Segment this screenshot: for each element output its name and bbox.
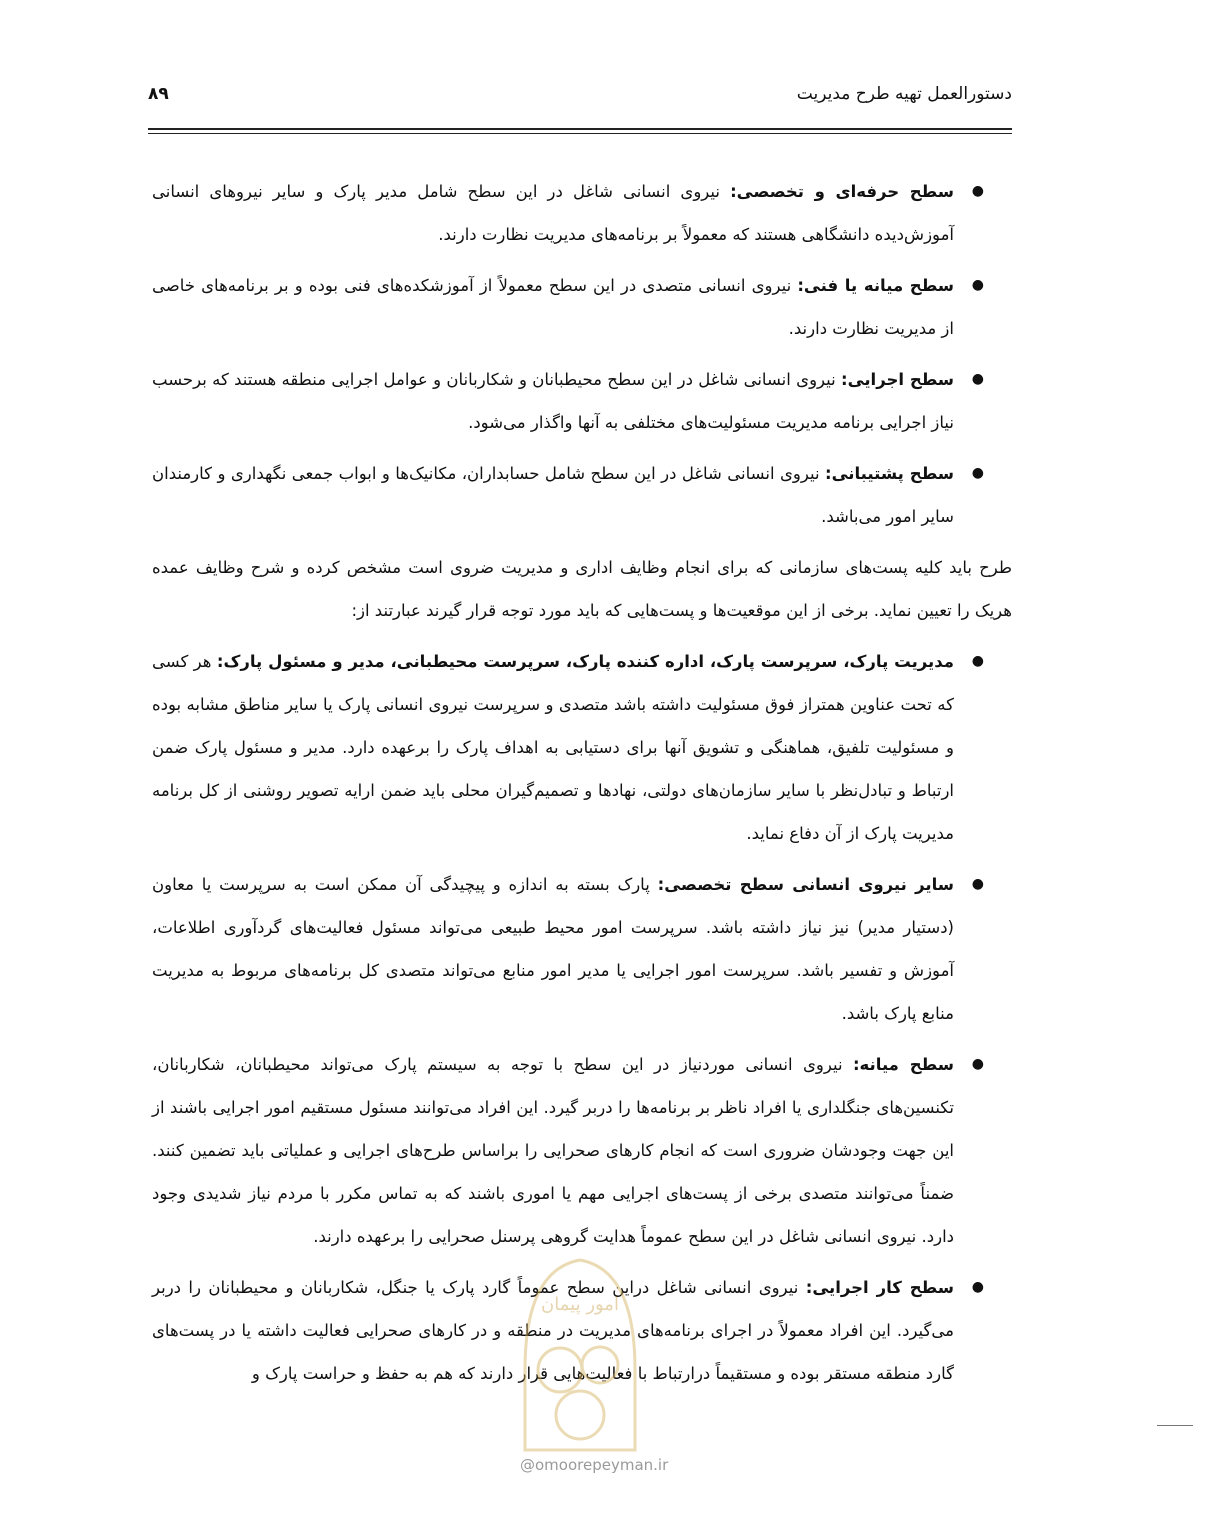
level-text: نیروی انسانی شاغل در این سطح شامل حسابداران، مکانیک‌ها و ابواب جمعی نگهداری و کارمندان سایر امور می‌باشد. bbox=[152, 464, 954, 526]
bullet-icon: ● bbox=[971, 465, 984, 481]
watermark-url: @omoorepeyman.ir bbox=[520, 1456, 669, 1474]
position-text: پارک بسته به اندازه و پیچیدگی آن ممکن است به سرپرست یا معاون (دستیار مدیر) نیز نیاز داشته باشد. سرپرست امور محیط طبیعی می‌تواند مسئول فعالیت‌های گردآوری اطلاعات، آموزش و تفسیر باشد. سرپرست امور اجرایی یا مدیر امور منابع می‌تواند متصدی کل برنامه‌های مربوط به مدیریت منابع پارک باشد. bbox=[152, 875, 954, 1023]
position-term: سطح میانه: bbox=[852, 1055, 954, 1074]
header-rule-thick bbox=[148, 128, 1012, 130]
level-text: نیروی انسانی شاغل در این سطح شامل مدیر پارک و سایر نیروهای انسانی آموزش‌دیده دانشگاهی هستند که معمولاً بر برنامه‌های مدیریت نظارت دارند. bbox=[152, 182, 954, 244]
running-title: دستورالعمل تهیه طرح مدیریت bbox=[796, 84, 1012, 104]
watermark-logo-text: امور پیمان bbox=[541, 1294, 619, 1315]
list-item bbox=[152, 452, 1012, 538]
level-term: سطح حرفه‌ای و تخصصی: bbox=[730, 182, 954, 201]
bullet-icon: ● bbox=[971, 876, 984, 892]
watermark-logo bbox=[505, 1250, 655, 1465]
level-text: نیروی انسانی شاغل در این سطح محیطبانان و شکاربانان و عوامل اجرایی منطقه هستند که برحسب نیاز اجرایی برنامه مدیریت مسئولیت‌های مختلفی به آنها واگذار می‌شود. bbox=[152, 370, 954, 432]
position-text: نیروی انسانی موردنیاز در این سطح با توجه به سیستم پارک می‌تواند محیطبانان، شکاربانان، تکنسین‌های جنگلداری یا افراد ناظر بر برنامه‌ها را دربر گیرد. این افراد می‌توانند مسئول مستقیم امور اجرایی باشند از این جهت وجودشان ضروری است که انجام کارهای صحرایی را براساس طرح‌های اجرایی و عملیاتی باید تضمین کنند. ضمناً می‌توانند متصدی برخی از پست‌های اجرایی مهم یا اموری باشند که به تماس مکرر با مردم نیاز شدیدی وجود دارد. نیروی انسانی شاغل در این سطح عموماً هدایت گروهی پرسنل صحرایی را برعهده دارند. bbox=[152, 1055, 954, 1246]
position-text: هر کسی که تحت عناوین همتراز فوق مسئولیت داشته باشد متصدی و سرپرست نیروی انسانی پارک یا سایر مناطق مشابه بوده و مسئولیت تلفیق، هماهنگی و تشویق آنها برای دستیابی به اهداف پارک را برعهده دارد. مدیر و مسئول پارک ضمن ارتباط و تبادل‌نظر با سایر سازمان‌های دولتی، نهادها و تصمیم‌گیران محلی باید ضمن ارایه تصویر روشنی از کل برنامه مدیریت پارک از آن دفاع نماید. bbox=[152, 652, 954, 843]
bullet-icon: ● bbox=[971, 371, 984, 387]
list-item bbox=[152, 264, 1012, 350]
bullet-icon: ● bbox=[971, 277, 984, 293]
bullet-icon: ● bbox=[971, 183, 984, 199]
margin-mark bbox=[1157, 1425, 1193, 1426]
level-text: نیروی انسانی متصدی در این سطح معمولاً از آموزشکده‌های فنی بوده و بر برنامه‌های خاصی از مدیریت نظارت دارند. bbox=[152, 276, 954, 338]
position-text: نیروی انسانی شاغل دراین سطح عموماً گارد پارک یا جنگل، شکاربانان و محیطبانان را دربر می‌گیرد. این افراد معمولاً در اجرای برنامه‌های مدیریت در منطقه و در کارهای صحرایی فعالیت داشته یا در پست‌های گارد منطقه مستقر بوده و مستقیماً درارتباط با فعالیت‌هایی قرار دارند که هم به حفظ و حراست پارک و bbox=[152, 1278, 954, 1383]
bullet-icon: ● bbox=[971, 1279, 984, 1295]
list-item bbox=[152, 640, 1012, 855]
position-term: سایر نیروی انسانی سطح تخصصی: bbox=[657, 875, 954, 894]
level-term: سطح میانه یا فنی: bbox=[797, 276, 955, 295]
page-header bbox=[148, 84, 1012, 120]
bullet-icon: ● bbox=[971, 653, 984, 669]
bullet-icon: ● bbox=[971, 1056, 984, 1072]
body-text bbox=[152, 170, 1012, 1403]
position-term: مدیریت پارک، سرپرست پارک، اداره کننده پارک، سرپرست محیطبانی، مدیر و مسئول پارک: bbox=[216, 652, 954, 671]
list-item bbox=[152, 1043, 1012, 1258]
page-number: ۸۹ bbox=[148, 84, 169, 104]
header-rule-thin bbox=[148, 133, 1012, 134]
list-item bbox=[152, 170, 1012, 256]
intro-paragraph: طرح باید کلیه پست‌های سازمانی که برای انجام وظایف اداری و مدیریت ضروی است مشخص کرده و شرح وظایف عمده هریک را تعیین نماید. برخی از این موقعیت‌ها و پست‌هایی که باید مورد توجه قرار گیرند عبارتند از: bbox=[152, 558, 1012, 620]
list-item bbox=[152, 358, 1012, 444]
level-term: سطح پشتیبانی: bbox=[825, 464, 954, 483]
list-item bbox=[152, 863, 1012, 1035]
position-term: سطح کار اجرایی: bbox=[805, 1278, 954, 1297]
level-term: سطح اجرایی: bbox=[841, 370, 955, 389]
